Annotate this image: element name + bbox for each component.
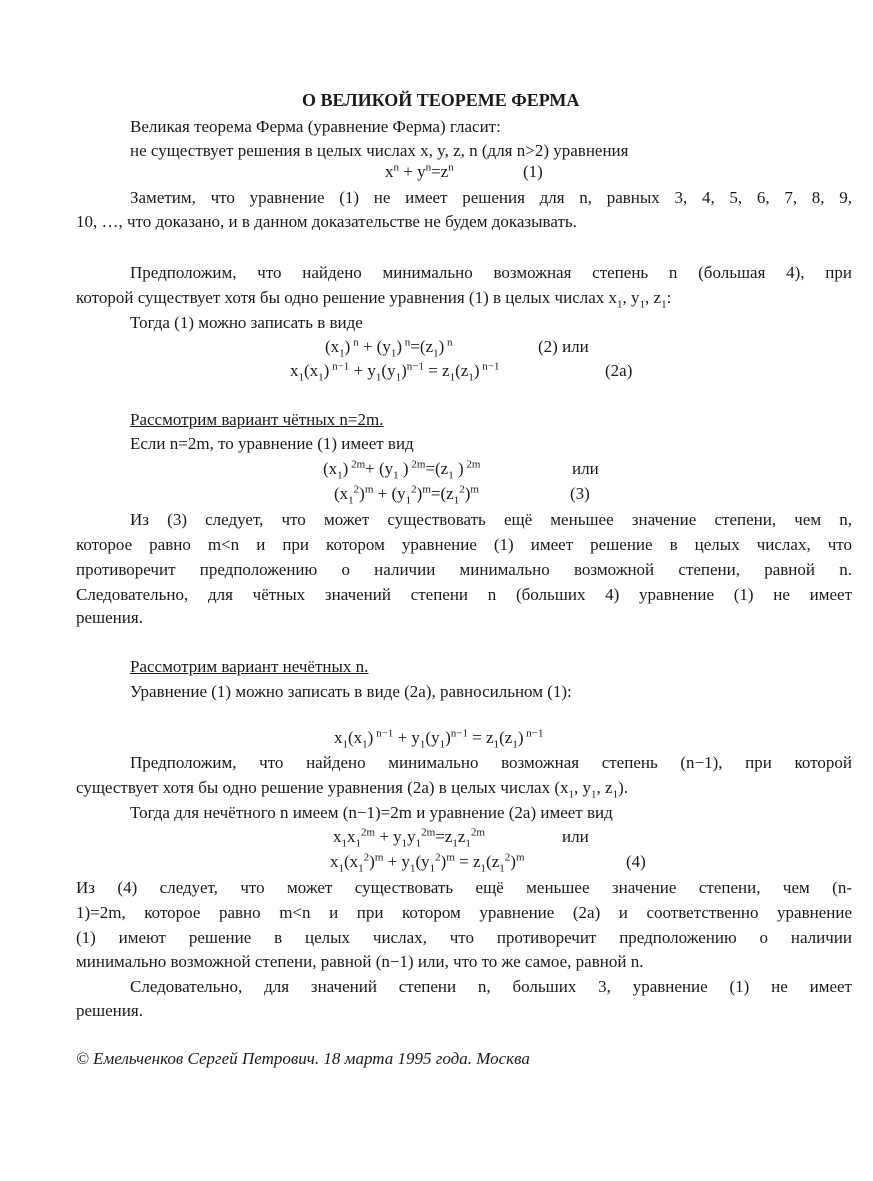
odd-para-line-2: существует хотя бы одно решение уравнения (2а) в целых числах ($x_1$, $y_1$, $z_1$).: [76, 778, 628, 801]
equation-2a: $x_1(x_1) ^{n-1} + y_1(y_1)^{n-1} = z_1(z_1)$ $^{n-1}$: [290, 360, 500, 384]
intro-line-2: не существует решения в целых числах x, y, z, n (для n>2) уравнения: [130, 141, 629, 160]
odd-para-line-2-text: существует хотя бы одно решение уравнения (2а) в целых числах (x: [76, 778, 569, 797]
assume-line-2-text: которой существует хотя бы одно решение уравнения (1) в целых числах x: [76, 288, 618, 307]
even-para-line-1: Из (3) следует, что может существовать ещё меньшее значение степени, чем n,: [130, 510, 852, 529]
note-line-2: 10, …, что доказано, и в данном доказательстве не будем доказывать.: [76, 212, 577, 231]
odd-concl-line-2: 1)=2m, которое равно m<n и при котором уравнение (2а) и соответственно уравнение: [76, 903, 852, 922]
odd-concl-line-1: Из (4) следует, что может существовать ещё меньшее значение степени, чем (n-: [76, 878, 852, 897]
assume-line-1: Предположим, что найдено минимально возможная степень n (большая 4), при: [130, 263, 852, 282]
odd-line-1: Уравнение (1) можно записать в виде (2а), равносильном (1):: [130, 682, 572, 701]
equation-2a-label: (2а): [605, 361, 633, 380]
equation-1-label: (1): [523, 162, 543, 181]
even-heading: Рассмотрим вариант чётных n=2m.: [130, 410, 384, 429]
equation-4a-or: или: [562, 827, 589, 846]
assume-line-2: которой существует хотя бы одно решение уравнения (1) в целых числах $x_1$, $y_1$, $z_1$:: [76, 288, 672, 311]
equation-odd: $x_1(x_1) ^{n-1} + y_1(y_1)^{n-1} = z_1(z_1)$ $^{n-1}$: [334, 727, 544, 751]
odd-concl-line-3: (1) имеют решение в целых числах, что противоречит предположению о наличии: [76, 928, 852, 947]
equation-2: $(x_1) ^n + (y_1)$ $^n=(z_1)$ $^n$: [325, 336, 453, 360]
equation-4-label: (4): [626, 852, 646, 871]
conclusion-line-1: Следовательно, для значений степени n, больших 3, уравнение (1) не имеет: [130, 977, 852, 996]
even-para-line-4: Следовательно, для чётных значений степени n (больших 4) уравнение (1) не имеет: [76, 585, 852, 604]
assume-line-3: Тогда (1) можно записать в виде: [130, 313, 363, 332]
even-para-line-5: решения.: [76, 608, 143, 627]
odd-concl-line-4: минимально возможной степени, равной (n−1) или, что то же самое, равной n.: [76, 952, 644, 971]
page-title: О ВЕЛИКОЙ ТЕОРЕМЕ ФЕРМА: [302, 90, 580, 110]
equation-1: $x^n + y^n=z^n$: [385, 161, 454, 181]
conclusion-line-2: решения.: [76, 1001, 143, 1020]
equation-4b: $x_1(x_1^2)^m + y_1(y_1^2)^m = z_1(z_1^2)^m$: [330, 851, 525, 875]
even-para-line-3: противоречит предположению о наличии минимально возможной степени, равной n.: [76, 560, 852, 579]
odd-heading: Рассмотрим вариант нечётных n.: [130, 657, 369, 676]
even-line-1: Если n=2m, то уравнение (1) имеет вид: [130, 434, 414, 453]
odd-para-line-1: Предположим, что найдено минимально возможная степень (n−1), при которой: [130, 753, 852, 772]
equation-4a: $x_1x_1^{2m} + y_1y_1^{2m}=z_1z_1^{2m}$: [333, 826, 485, 850]
even-para-line-2: которое равно m<n и при котором уравнение (1) имеет решение в целых числах, что: [76, 535, 852, 554]
equation-3-label: (3): [570, 484, 590, 503]
note-line-1: Заметим, что уравнение (1) не имеет решения для n, равных 3, 4, 5, 6, 7, 8, 9,: [130, 188, 852, 207]
odd-para-line-3: Тогда для нечётного n имеем (n−1)=2m и уравнение (2а) имеет вид: [130, 803, 613, 822]
intro-line-1: Великая теорема Ферма (уравнение Ферма) гласит:: [130, 117, 501, 136]
equation-3a: $(x_1)$ $^{2m}+ (y_1$ ) $^{2m}=(z_1$ ) $^{2m}$: [323, 458, 481, 482]
equation-2-label: (2) или: [538, 337, 589, 356]
equation-3b: $(x_1^2)^m + (y_1^2)^m=(z_1^2)^m$: [334, 483, 479, 507]
equation-3a-or: или: [572, 459, 599, 478]
author-signature: © Емельченков Сергей Петрович. 18 марта 1995 года. Москва: [76, 1049, 530, 1068]
